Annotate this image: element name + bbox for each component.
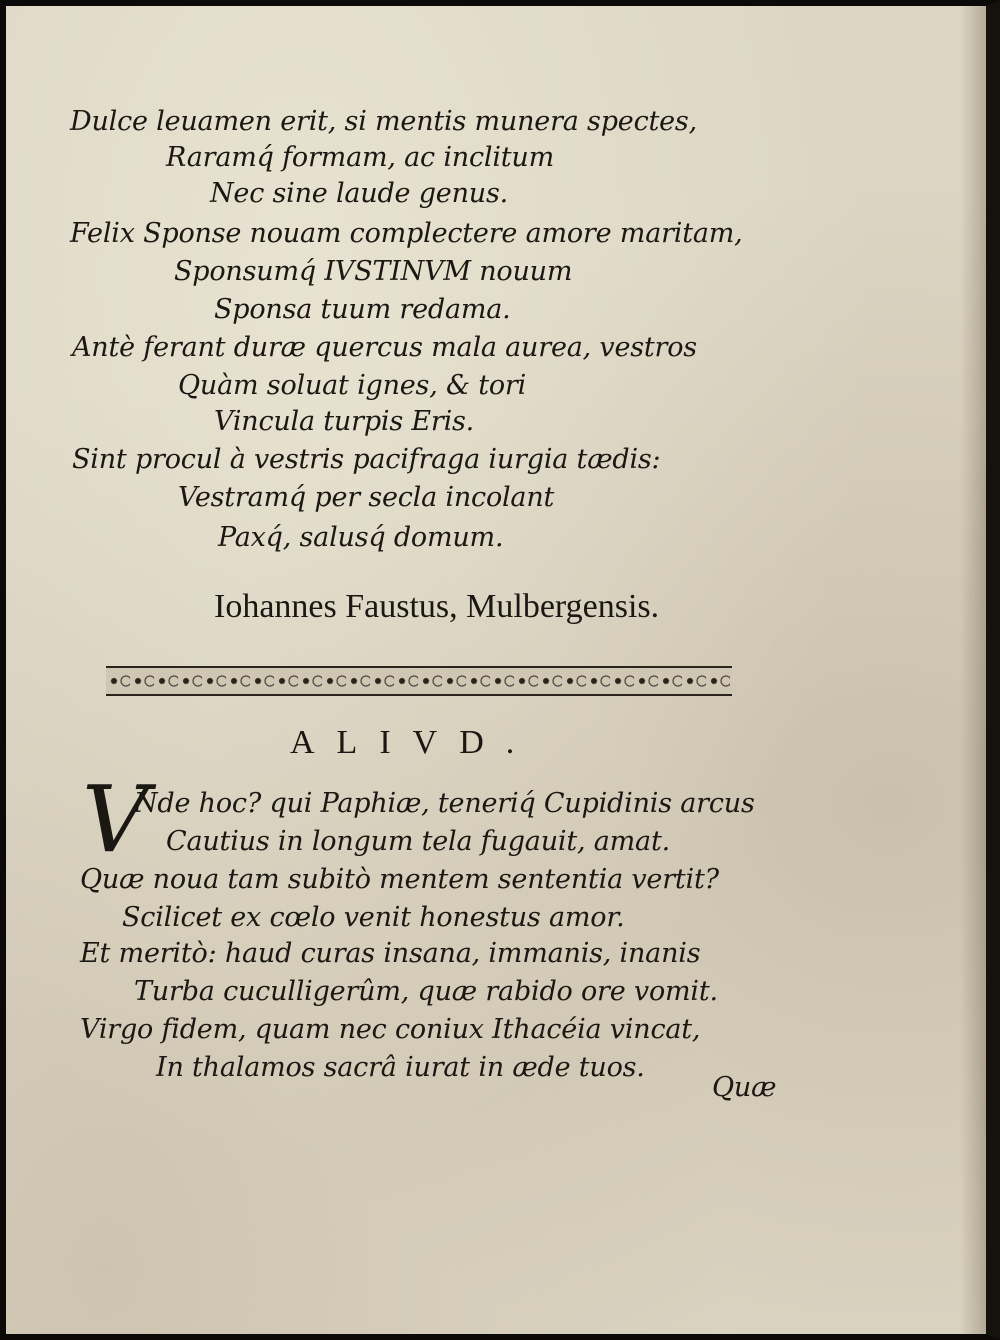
poem1-line-4: Felix Sponse nouam complectere amore maritam, [70, 218, 743, 249]
poem1-line-12: Paxq́, salusq́ domum. [218, 522, 504, 553]
poem2-line-3: Quæ noua tam subitò mentem sententia vertit? [80, 864, 719, 895]
poem1-line-9: Vincula turpis Eris. [214, 406, 475, 437]
poem2-line-5: Et meritò: haud curas insana, immanis, inanis [80, 938, 701, 969]
poem1-line-7: Antè ferant duræ quercus mala aurea, vestros [72, 332, 697, 363]
poem1-line-1: Dulce leuamen erit, si mentis munera spectes, [70, 106, 697, 137]
poem2-line-4: Scilicet ex cœlo venit honestus amor. [122, 902, 625, 933]
poem2-line-7: Virgo fidem, quam nec coniux Ithacéia vincat, [80, 1014, 701, 1045]
catchword: Quæ [712, 1072, 777, 1103]
poem1-line-5: Sponsumq́ IVSTINVM nouum [174, 256, 573, 287]
section-heading: ALIVD. [290, 724, 537, 761]
poem1-line-2: Raramq́ formam, ac inclitum [166, 142, 555, 173]
drop-cap: V [82, 766, 149, 873]
poem1-line-11: Vestramq́ per secla incolant [178, 482, 555, 513]
author-signature: Iohannes Faustus, Mulbergensis. [214, 588, 660, 625]
ornamental-border [106, 666, 732, 696]
poem2-line-8: In thalamos sacrâ iurat in æde tuos. [156, 1052, 645, 1083]
page-edge-shadow [960, 6, 986, 1334]
poem1-line-3: Nec sine laude genus. [210, 178, 508, 209]
poem2-line-1: Nde hoc? qui Paphiæ, teneriq́ Cupidinis arcus [134, 788, 755, 819]
poem1-line-8: Quàm soluat ignes, & tori [178, 370, 527, 401]
poem1-line-6: Sponsa tuum redama. [214, 294, 511, 325]
poem2-line-6: Turba cuculligerûm, quæ rabido ore vomit. [134, 976, 718, 1007]
poem2-line-2: Cautius in longum tela fugauit, amat. [166, 826, 670, 857]
poem1-line-10: Sint procul à vestris pacifraga iurgia tædis: [72, 444, 661, 475]
